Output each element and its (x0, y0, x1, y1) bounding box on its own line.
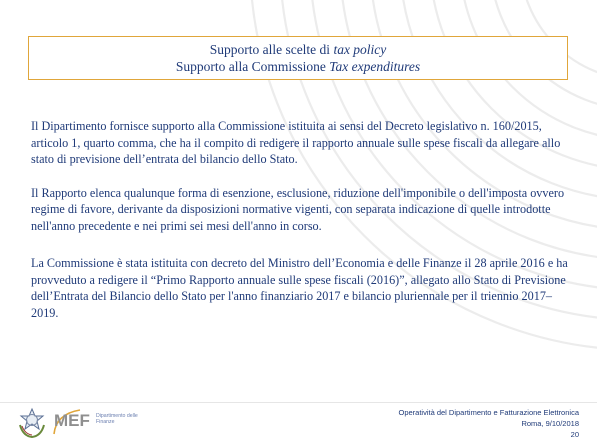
title-line-2-italic: Tax expenditures (329, 59, 421, 74)
title-line-1 (29, 41, 567, 58)
footer-info (398, 407, 579, 440)
page-number: 20 (570, 430, 579, 439)
slide-title-box (28, 36, 568, 80)
title-line-1-text: Supporto alle scelte di (209, 42, 334, 57)
slide-body (31, 118, 579, 338)
body-paragraph: La Commissione è stata istituita con decreto del Ministro dell’Economia e delle Finanze il 28 aprile 2016 e ha provveduto a redigere il “Primo Rapporto annuale sulle spese fiscali (2016)”, allegato allo Stato di Previsione dell’Entrata del Bilancio dello Stato per l'anno finanziario 2017 e bilancio pluriennale per il triennio 2017–2019. (31, 256, 568, 320)
footer-place-date: Roma, 9/10/2018 (521, 419, 579, 428)
footer-divider (0, 402, 597, 403)
title-line-2 (29, 58, 567, 75)
footer-title: Operatività del Dipartimento e Fatturazione Elettronica (398, 408, 579, 417)
title-line-2-text: Supporto alla Commissione (175, 59, 330, 74)
mef-logo-text: Dipartimento delle Finanze (96, 413, 138, 425)
body-paragraph: Il Dipartimento fornisce supporto alla Commissione istituita ai sensi del Decreto legislativo n. 160/2015, articolo 1, quarto comma, che ha il compito di redigere il rapporto annuale sulle spese fiscali da allegare allo stato di previsione dell’entrata del bilancio dello Stato. (31, 119, 561, 166)
italian-republic-emblem-icon (17, 407, 47, 439)
body-paragraph: Il Rapporto elenca qualunque forma di esenzione, esclusione, riduzione dell'imponibile o dell'imposta ovvero regime di favore, derivante da disposizioni normative vigenti, con separata indicazione di quelle introdotte nell'anno precedente e nei primi sei mesi dell'anno in corso. (31, 185, 565, 233)
mef-logo-letters: MEF (54, 411, 90, 430)
title-line-1-italic: tax policy (333, 42, 387, 57)
